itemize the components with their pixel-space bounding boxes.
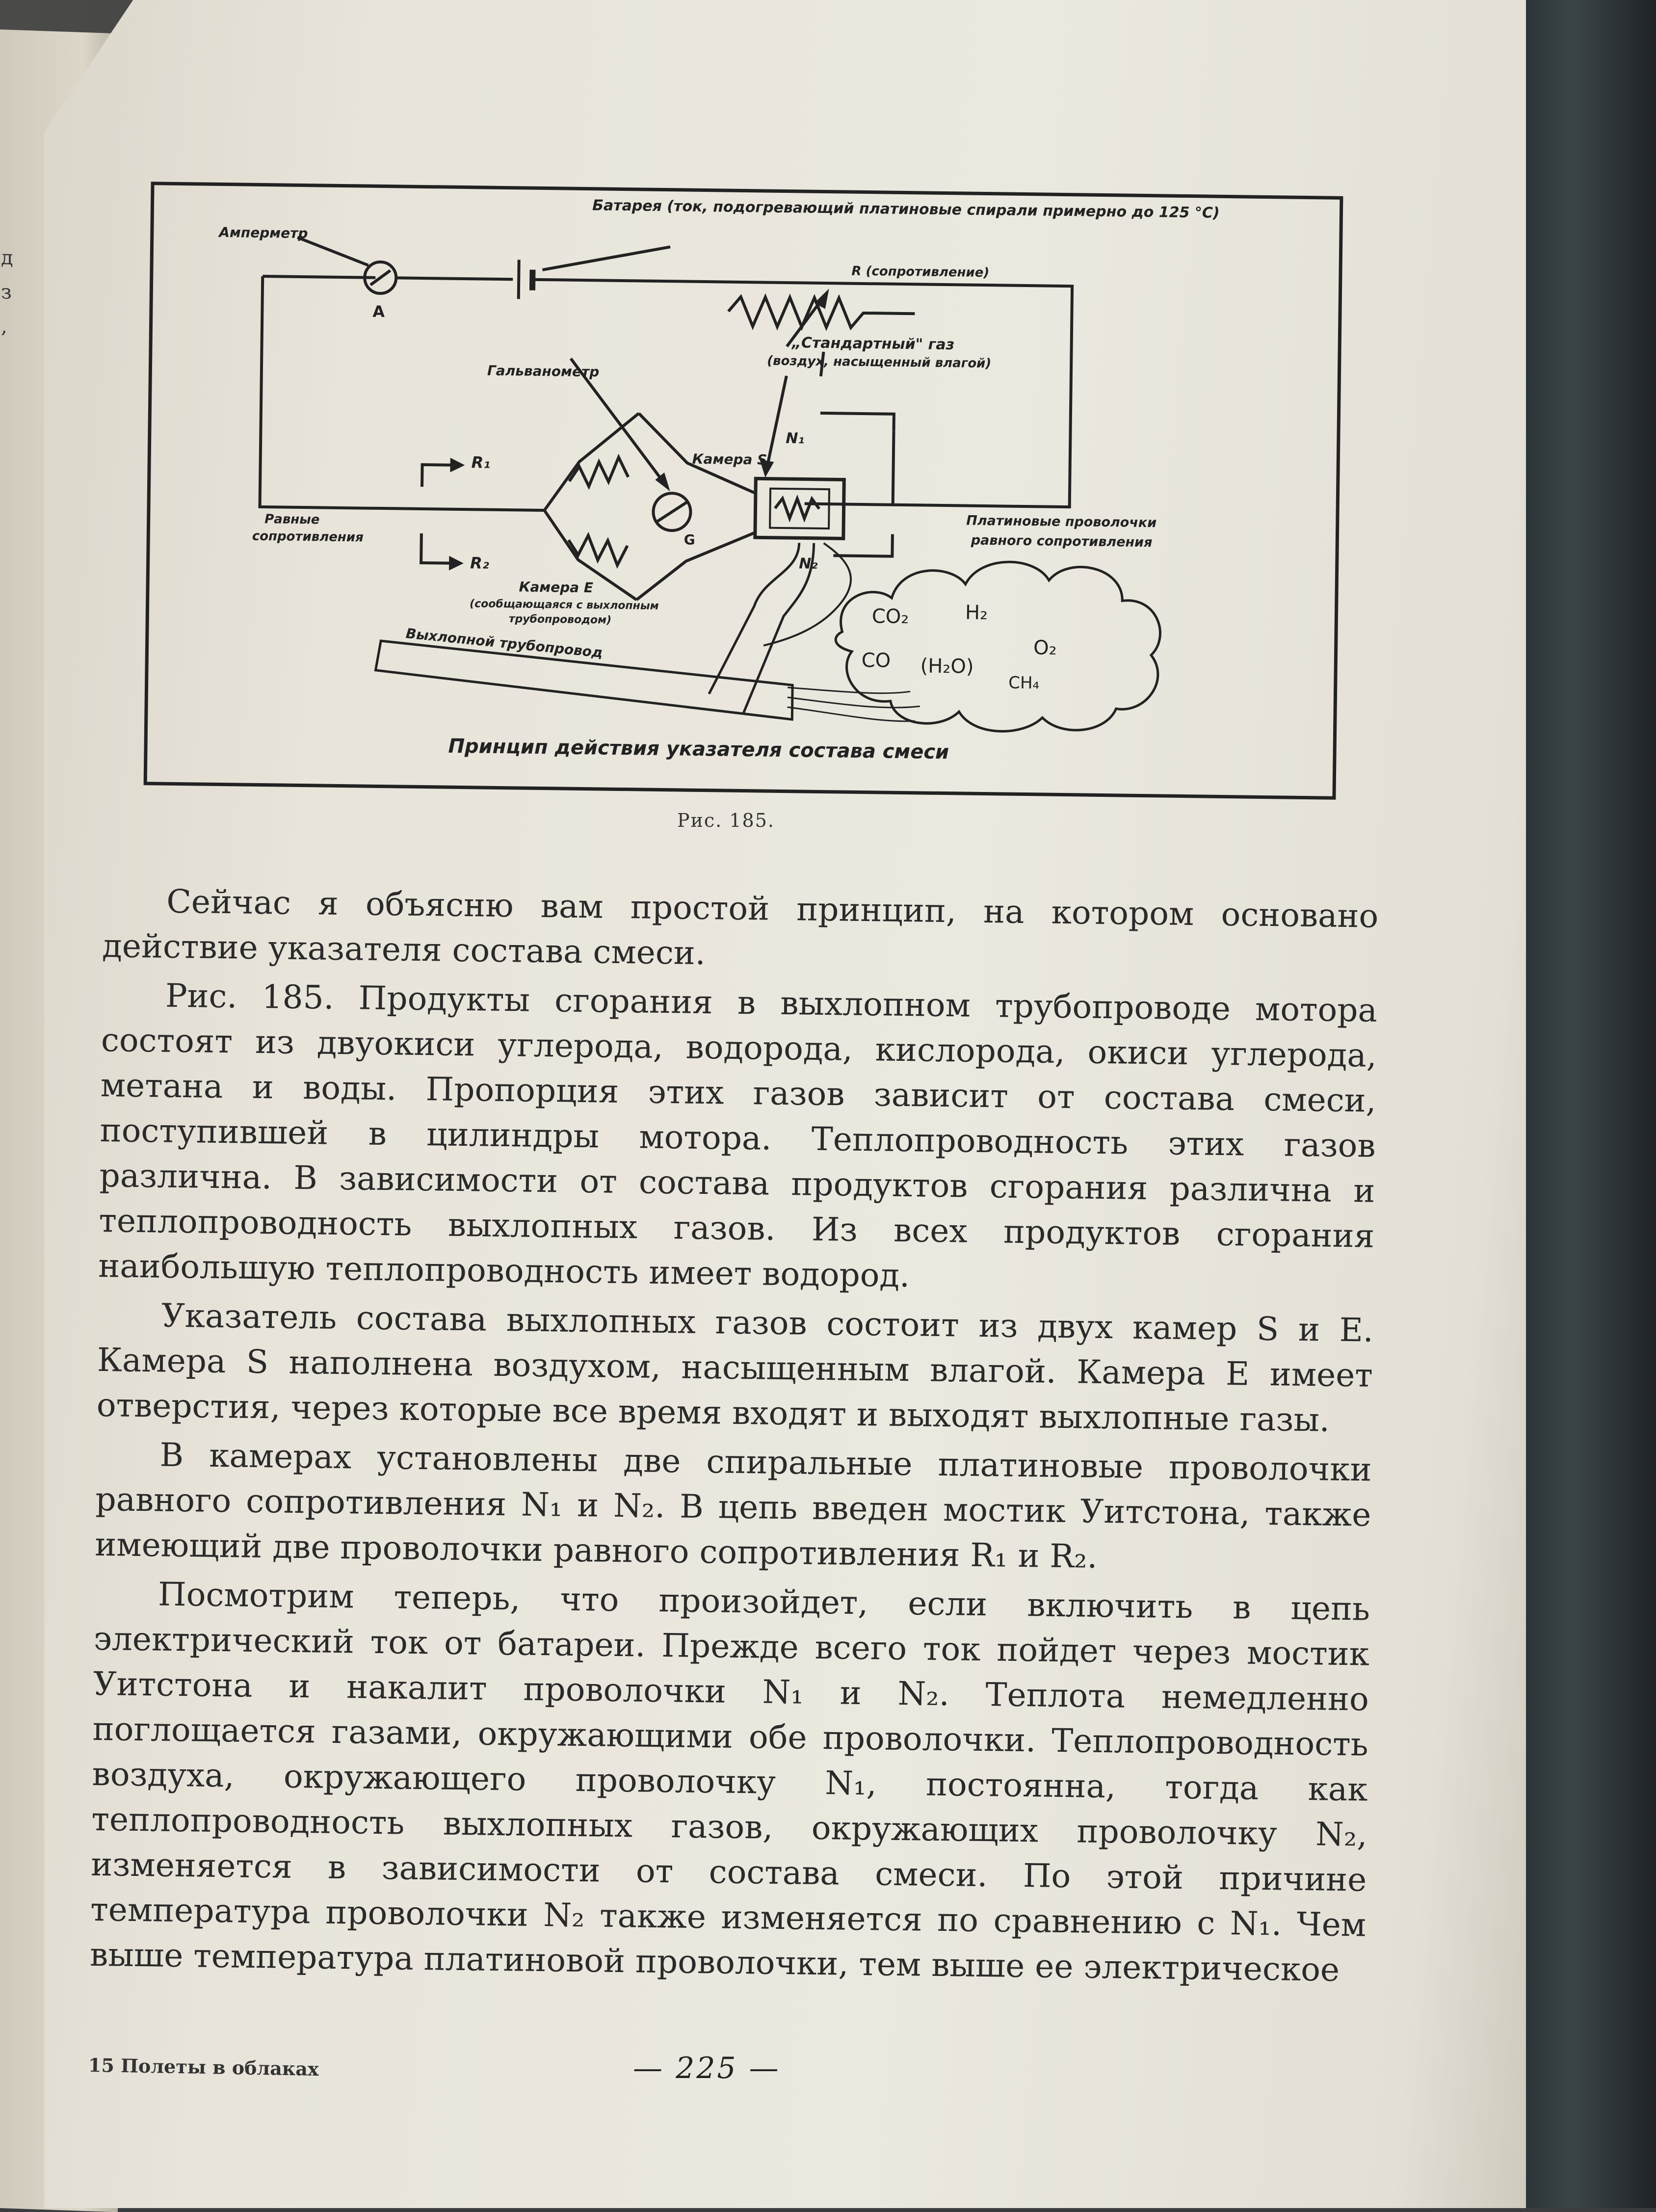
paragraph-4: В камерах установлены две спиральные платиновые проволочки равного сопротивления N₁ и N₂. В цепь введен мостик Уитстона, также имеющий две проволочки равного сопротивления R₁ и R₂. — [94, 1436, 1372, 1576]
equal-resistances-label-2: сопротивления — [252, 528, 364, 545]
standard-gas-note: (воздух, насыщенный влагой) — [767, 353, 992, 371]
chamber-e-note-2: трубопроводом) — [508, 613, 612, 627]
resistance-label: R (сопротивление) — [851, 263, 990, 281]
chamber-e-note: (сообщающаяся с выхлопным — [469, 598, 659, 612]
body-text — [90, 878, 1379, 1997]
ammeter-letter: A — [372, 302, 385, 321]
platinum-wires-label: Платиновые проволочки — [966, 513, 1157, 531]
co-label: CO — [861, 649, 891, 672]
exhaust-pipe-label: Выхлопной трубопровод — [405, 625, 604, 661]
r1-label: R₁ — [471, 453, 491, 472]
left-page-fragment: д — [1, 246, 13, 269]
page-number: — 225 — — [633, 2051, 781, 2085]
left-page-fragment: з — [1, 281, 12, 304]
o2-label: O₂ — [1033, 636, 1057, 659]
left-page-fragments — [1, 240, 13, 344]
h2o-label: (H₂O) — [920, 655, 974, 678]
ammeter-label: Амперметр — [219, 224, 308, 242]
r2-label: R₂ — [470, 553, 490, 573]
footer-signature: 15 Полеты в облаках — [88, 2054, 319, 2080]
paragraph-2: Рис. 185. Продукты сгорания в выхлопном трубопроводе мотора состоят из двуокиси углерода, водорода, кислорода, окиси углерода, метана и воды. Пропорция этих газов зависит от состава смеси, поступившей в цилиндры мотора. Теплопроводность этих газов различна. В зависимости от состава продуктов сгорания различна и теплопроводность выхлопных газов. Из всех продуктов сгорания наибольшую теплопроводность имеет водород. — [98, 976, 1378, 1295]
g-letter: G — [683, 531, 695, 548]
galvanometer-label: Гальванометр — [487, 362, 600, 380]
figure-title: Принцип действия указателя состава смеси — [448, 735, 949, 764]
co2-label: CO₂ — [871, 605, 909, 629]
equal-resistances-label: Равные — [264, 512, 320, 527]
chamber-s-label: Камера S — [692, 450, 767, 468]
n1-label: N₁ — [786, 430, 805, 448]
left-page-fragment: , — [1, 315, 7, 338]
n2-label: N₂ — [798, 555, 818, 573]
figure-caption: Рис. 185. — [677, 810, 775, 831]
standard-gas-label: „Стандартный" газ — [791, 334, 955, 354]
paragraph-3: Указатель состава выхлопных газов состоит из двух камер S и E. Камера S наполнена воздухом, насыщенным влагой. Камера E имеет отверстия, через которые все время входят и выходят выхлопные газы. — [96, 1296, 1374, 1439]
paragraph-1: Сейчас я объясню вам простой принцип, на котором основано действие указателя состава смеси. — [102, 882, 1379, 973]
chamber-e-label: Камера E — [519, 579, 594, 596]
battery-label: Батарея (ток, подогревающий платиновые спирали примерно до 125 °С) — [592, 197, 1220, 222]
ch4-label: CH₄ — [1008, 673, 1040, 693]
paragraph-5: Посмотрим теперь, что произойдет, если включить в цепь электрический ток от батареи. Прежде всего ток пойдет через мостик Уитстона и накалит проволочки N₁ и N₂. Теплота немедленно поглощается газами, окружающими обе проволочки. Теплопроводность воздуха, окружающего проволочку N₁, постоянна, тогда как теплопроводность выхлопных газов, окружающих проволочку N₂, изменяется в зависимости от состава смеси. По этой причине температура проволочки N₂ также изменяется по сравнению с N₁. Чем выше температура платиновой проволочки, тем выше ее электрическое — [89, 1575, 1370, 1989]
h2-label: H₂ — [965, 601, 988, 625]
platinum-wires-label-2: равного сопротивления — [971, 532, 1153, 551]
circuit-diagram — [144, 182, 1343, 800]
